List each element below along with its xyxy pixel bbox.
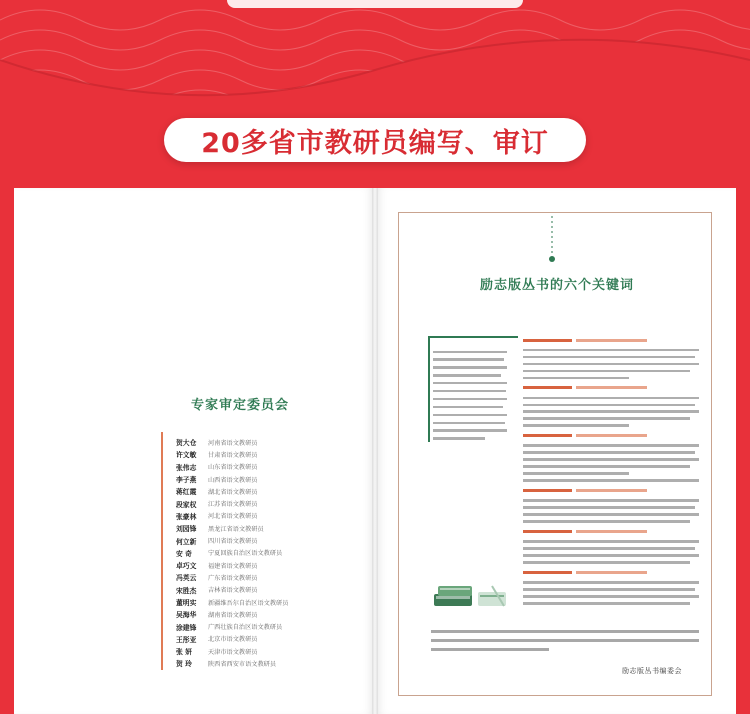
member-name: 卓巧文 (176, 562, 197, 571)
keyword-heading (523, 569, 699, 577)
committee-member (176, 534, 288, 546)
text-line (523, 451, 695, 453)
member-affiliation: 宁夏回族自治区语文教研员 (208, 550, 283, 558)
text-line (523, 540, 699, 542)
text-line (433, 366, 507, 368)
text-line (431, 639, 699, 642)
text-line (523, 404, 695, 406)
member-affiliation: 陕西省西安市语文教研员 (208, 660, 277, 668)
member-affiliation: 广西壮族自治区语文教研员 (208, 624, 283, 632)
member-name: 贺大仓 (176, 439, 197, 448)
text-line (523, 554, 699, 556)
member-affiliation: 福建省语文教研员 (208, 562, 258, 570)
text-line (523, 561, 690, 563)
member-name: 张伟志 (176, 463, 197, 472)
text-line (523, 410, 699, 412)
keyword-subtitle (576, 386, 646, 389)
member-name: 冯英云 (176, 574, 197, 583)
committee-member (176, 596, 288, 608)
committee-member (176, 436, 288, 448)
text-line (523, 424, 629, 426)
committee-member (176, 645, 288, 657)
member-name: 李子燕 (176, 476, 197, 485)
signature: 励志版丛书编委会 (622, 667, 682, 675)
member-name: 许文敏 (176, 451, 197, 460)
text-line (523, 397, 699, 399)
keyword-subtitle (576, 489, 646, 492)
text-line (523, 444, 699, 446)
text-line (433, 429, 507, 431)
member-affiliation: 天津市语文教研员 (208, 648, 258, 656)
text-line (433, 422, 505, 424)
committee-member (176, 522, 288, 534)
keyword-label (523, 571, 572, 574)
text-line (523, 472, 629, 474)
text-line (431, 630, 699, 633)
committee-member (176, 461, 288, 473)
committee-heading: 专家审定委员会 (191, 398, 290, 413)
committee-member (176, 485, 288, 497)
title-banner (164, 118, 586, 162)
member-affiliation: 河北省语文教研员 (208, 513, 258, 521)
text-line (523, 377, 629, 379)
books-illustration (432, 580, 510, 610)
committee-member (176, 657, 288, 669)
committee-list (176, 436, 288, 670)
member-name: 张 妍 (176, 648, 192, 657)
committee-member (176, 584, 288, 596)
text-line (433, 351, 507, 353)
keyword-gap (523, 605, 699, 610)
text-line (523, 506, 695, 508)
frame-ornament (546, 216, 558, 264)
text-line (433, 390, 506, 392)
member-name: 段家权 (176, 500, 197, 509)
text-line (523, 547, 695, 549)
member-name: 董明实 (176, 599, 197, 607)
text-line (523, 465, 690, 467)
keyword-heading (523, 487, 699, 495)
committee-member (176, 473, 288, 485)
member-affiliation: 新疆维吾尔自治区语文教研员 (208, 599, 289, 607)
member-name: 宋胜杰 (176, 586, 197, 595)
keyword-label (523, 489, 572, 492)
text-line (523, 520, 690, 522)
member-name: 蒋红霞 (176, 488, 197, 497)
text-line (433, 398, 507, 400)
text-line (523, 363, 699, 365)
committee-member (176, 510, 288, 522)
closing-paragraph (431, 624, 699, 651)
keyword-heading (523, 384, 699, 392)
member-affiliation: 甘肃省语文教研员 (208, 451, 258, 459)
text-line (433, 374, 501, 376)
member-name: 吴海华 (176, 611, 197, 620)
committee-rule (161, 432, 163, 670)
text-line (523, 588, 695, 590)
member-affiliation: 吉林省语文教研员 (208, 587, 258, 595)
member-affiliation: 广东省语文教研员 (208, 574, 258, 582)
member-affiliation: 黑龙江省语文教研员 (208, 525, 264, 533)
text-line (523, 356, 695, 358)
keyword-label (523, 530, 572, 533)
member-name: 张豪林 (176, 512, 197, 521)
keyword-label (523, 386, 572, 389)
top-tab (227, 0, 523, 8)
right-red-border (734, 168, 750, 714)
committee-member (176, 547, 288, 559)
member-affiliation: 北京市语文教研员 (208, 636, 258, 644)
text-line (433, 414, 507, 416)
keyword-heading (523, 528, 699, 536)
committee-member (176, 559, 288, 571)
member-affiliation: 山西省语文教研员 (208, 476, 258, 484)
committee-member (176, 497, 288, 509)
member-affiliation: 江苏省语文教研员 (208, 501, 258, 509)
member-affiliation: 湖南省语文教研员 (208, 611, 258, 619)
committee-member (176, 571, 288, 583)
banner-title: 20多省市教研员编写、审订 (201, 127, 549, 159)
member-affiliation: 山东省语文教研员 (208, 464, 258, 472)
keyword-label (523, 339, 572, 342)
text-line (523, 370, 690, 372)
text-line (523, 458, 699, 460)
keyword-heading (523, 336, 699, 344)
text-line (523, 479, 699, 481)
member-name: 刘园锋 (176, 525, 197, 534)
keyword-subtitle (576, 339, 646, 342)
keyword-heading (523, 432, 699, 440)
text-line (523, 513, 699, 515)
member-name: 安 奇 (176, 549, 192, 558)
member-affiliation: 湖北省语文教研员 (208, 488, 258, 496)
text-line (433, 406, 503, 408)
member-name: 何立新 (176, 537, 197, 546)
text-line (431, 648, 549, 651)
text-line (433, 358, 504, 360)
text-line (523, 499, 699, 501)
keyword-subtitle (576, 530, 646, 533)
text-line (433, 437, 485, 439)
keyword-label (523, 434, 572, 437)
keyword-list (523, 336, 699, 610)
committee-member (176, 633, 288, 645)
text-line (523, 595, 699, 597)
text-line (433, 382, 507, 384)
member-name: 涂建锋 (176, 623, 197, 632)
keyword-subtitle (576, 434, 646, 437)
text-line (523, 581, 699, 583)
keyword-subtitle (576, 571, 646, 574)
member-affiliation: 河南省语文教研员 (208, 439, 258, 447)
text-line (523, 602, 690, 604)
member-affiliation: 四川省语文教研员 (208, 538, 258, 546)
text-line (523, 417, 690, 419)
chapter-heading: 励志版丛书的六个关键词 (480, 278, 635, 293)
committee-member (176, 448, 288, 460)
member-name: 王彤亚 (176, 635, 197, 644)
member-name: 贺 玲 (176, 660, 192, 669)
quote-text (433, 345, 507, 440)
committee-member (176, 608, 288, 620)
text-line (523, 349, 699, 351)
committee-member (176, 620, 288, 632)
